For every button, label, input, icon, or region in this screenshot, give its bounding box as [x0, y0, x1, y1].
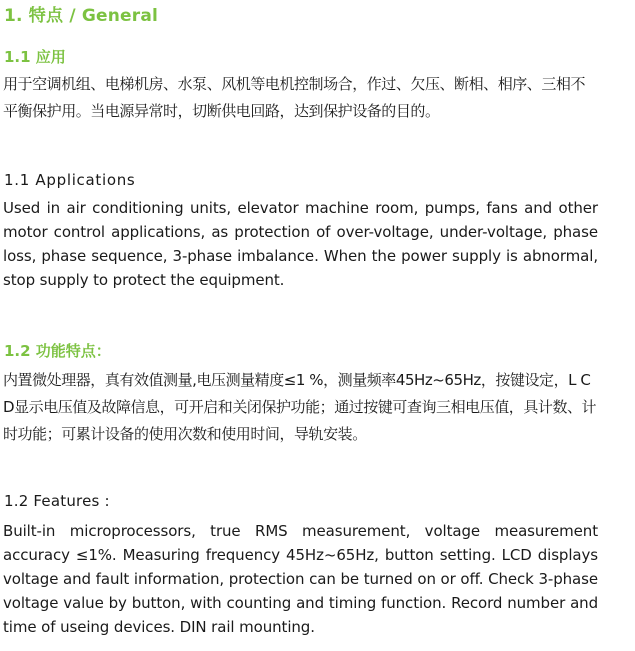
applications-body-zh: 用于空调机组、电梯机房、水泵、风机等电机控制场合，作过、欠压、断相、相序、三相不平衡保护用。当电源异常时，切断供电回路，达到保护设备的目的。	[3, 75, 586, 120]
applications-heading-zh: 1.1 应用	[4, 48, 66, 66]
section-title: 1. 特点 / General	[4, 6, 159, 26]
applications-body-en: Used in air conditioning units, elevator machine room, pumps, fans and other motor control applications, as protection of over-voltage, under-voltage, phase loss, phase sequence, 3-phase imbalance. When the power supply is abnormal, stop supply to protect the equipment.	[3, 199, 598, 289]
features-heading-en: 1.2 Features :	[4, 492, 110, 510]
features-body-zh: 内置微处理器，真有效值测量,电压测量精度≤1 %，测量频率45Hz~65Hz，按键设定，L C D显示电压值及故障信息，可开启和关闭保护功能；通过按键可查询三相电压值，具计数、计时功能；可累计设备的使用次数和使用时间，导轨安装。	[3, 371, 597, 443]
applications-heading-en: 1.1 Applications	[4, 171, 136, 189]
features-heading-zh: 1.2 功能特点：	[4, 342, 111, 360]
features-body-en: Built-in microprocessors, true RMS measurement, voltage measurement accuracy ≤1%. Measuring frequency 45Hz~65Hz, button setting. LCD displays voltage and fault information, protection can be turned on or off. Check 3-phase voltage value by button, with counting and timing function. Record number and time of useing devices. DIN rail mounting.	[3, 522, 598, 636]
